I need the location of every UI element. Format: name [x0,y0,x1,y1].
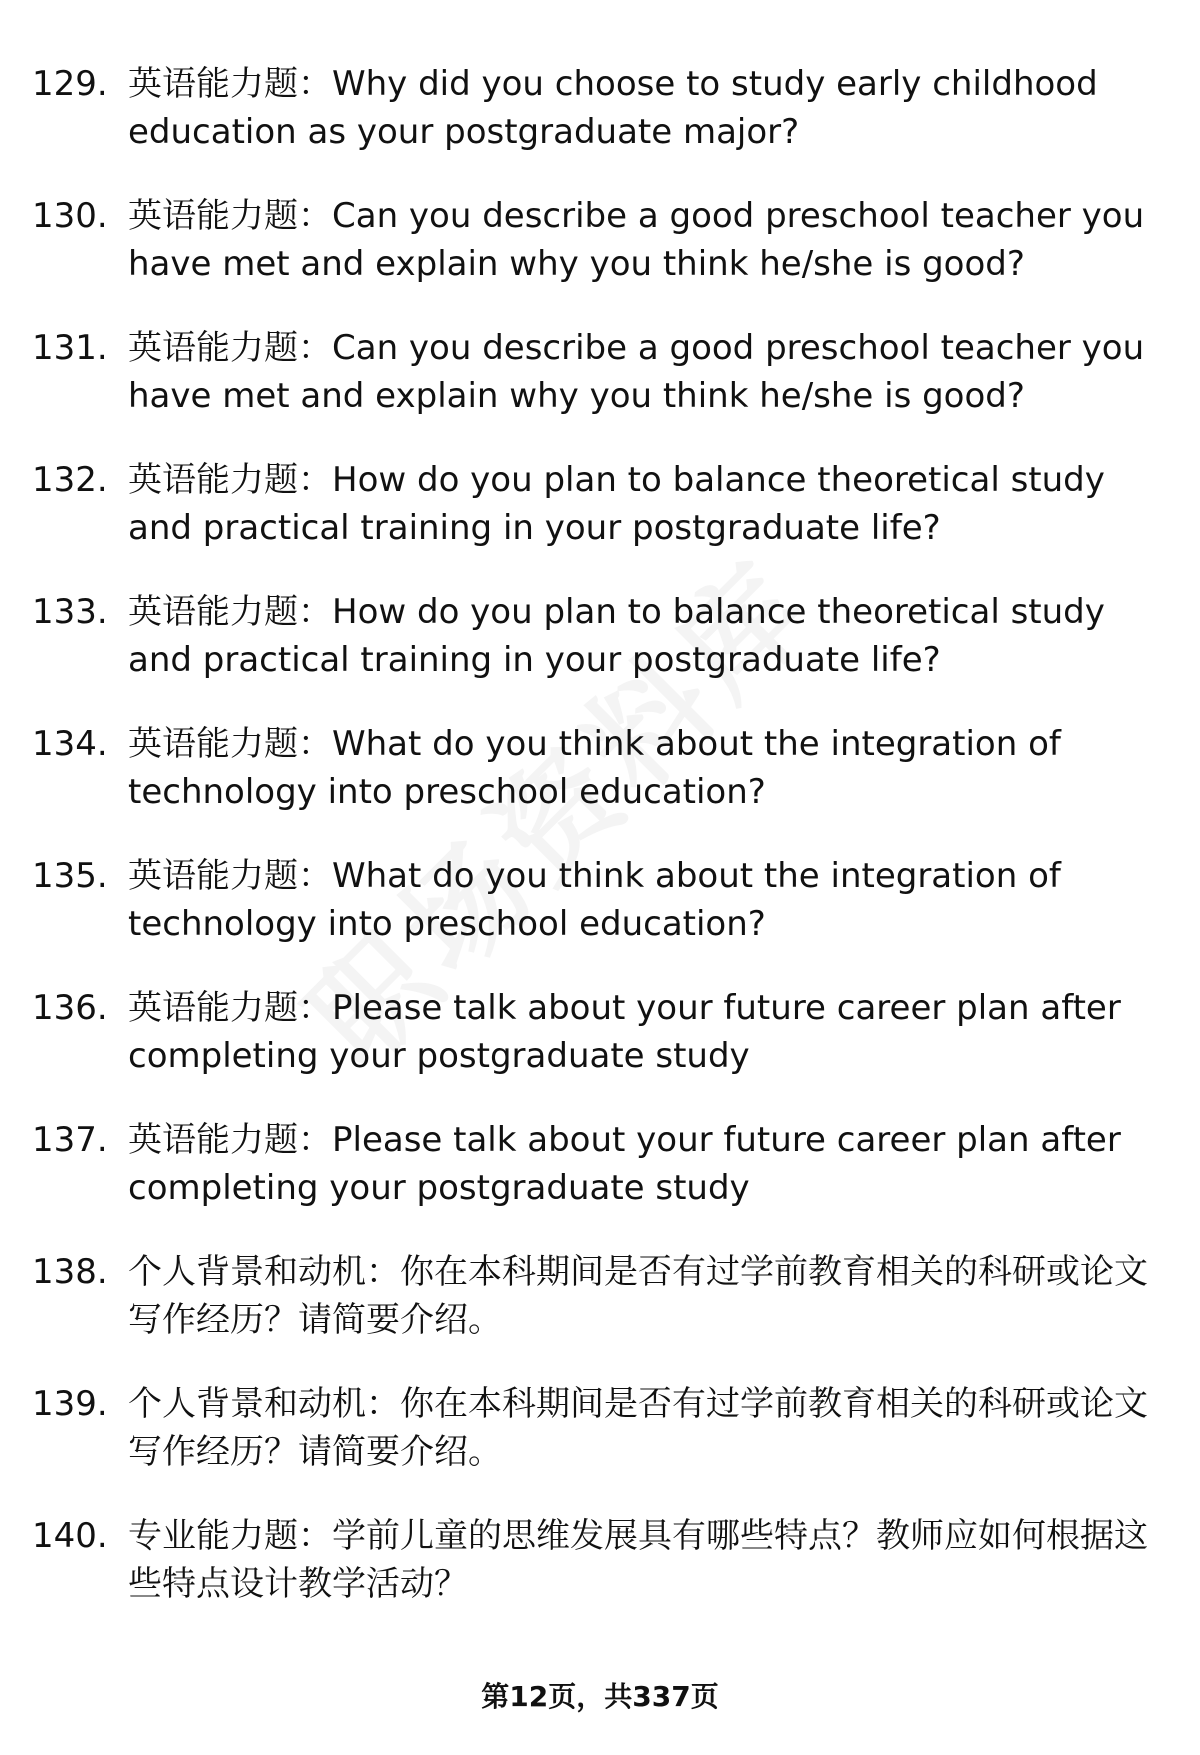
question-text: 个人背景和动机：你在本科期间是否有过学前教育相关的科研或论文写作经历？请简要介绍。 [128,1252,1148,1340]
question-item [32,1116,1170,1248]
question-number: 131. [32,328,108,368]
question-list [32,60,1170,1644]
question-text: 英语能力题：What do you think about the integration of technology into preschool education? [128,724,1061,812]
page-footer: 第12页，共337页 [481,1680,719,1713]
question-item [32,1512,1170,1644]
question-item [32,192,1170,324]
question-number: 140. [32,1516,108,1556]
question-item [32,324,1170,456]
question-number: 139. [32,1384,108,1424]
question-number: 134. [32,724,108,764]
question-text: 英语能力题：Can you describe a good preschool teacher you have met and explain why you think he/she is good? [128,196,1145,284]
question-number: 132. [32,460,108,500]
question-item [32,1248,1170,1380]
question-text: 英语能力题：Can you describe a good preschool teacher you have met and explain why you think he/she is good? [128,328,1145,416]
question-text: 英语能力题：How do you plan to balance theoretical study and practical training in your postgraduate life? [128,592,1105,680]
question-item [32,852,1170,984]
question-text: 英语能力题：What do you think about the integration of technology into preschool education? [128,856,1061,944]
question-text: 英语能力题：Please talk about your future career plan after completing your postgraduate study [128,988,1121,1076]
question-item [32,1380,1170,1512]
question-item [32,720,1170,852]
question-text: 专业能力题：学前儿童的思维发展具有哪些特点？教师应如何根据这些特点设计教学活动？ [128,1516,1148,1604]
question-number: 133. [32,592,108,632]
question-text: 个人背景和动机：你在本科期间是否有过学前教育相关的科研或论文写作经历？请简要介绍。 [128,1384,1148,1472]
question-item [32,456,1170,588]
question-number: 138. [32,1252,108,1292]
question-text: 英语能力题：Why did you choose to study early childhood education as your postgraduate major? [128,64,1098,152]
question-number: 137. [32,1120,108,1160]
question-item [32,588,1170,720]
question-item [32,984,1170,1116]
question-number: 135. [32,856,108,896]
question-number: 136. [32,988,108,1028]
question-text: 英语能力题：Please talk about your future career plan after completing your postgraduate study [128,1120,1121,1208]
question-text: 英语能力题：How do you plan to balance theoretical study and practical training in your postgraduate life? [128,460,1105,548]
question-number: 130. [32,196,108,236]
question-item [32,60,1170,192]
question-number: 129. [32,64,108,104]
